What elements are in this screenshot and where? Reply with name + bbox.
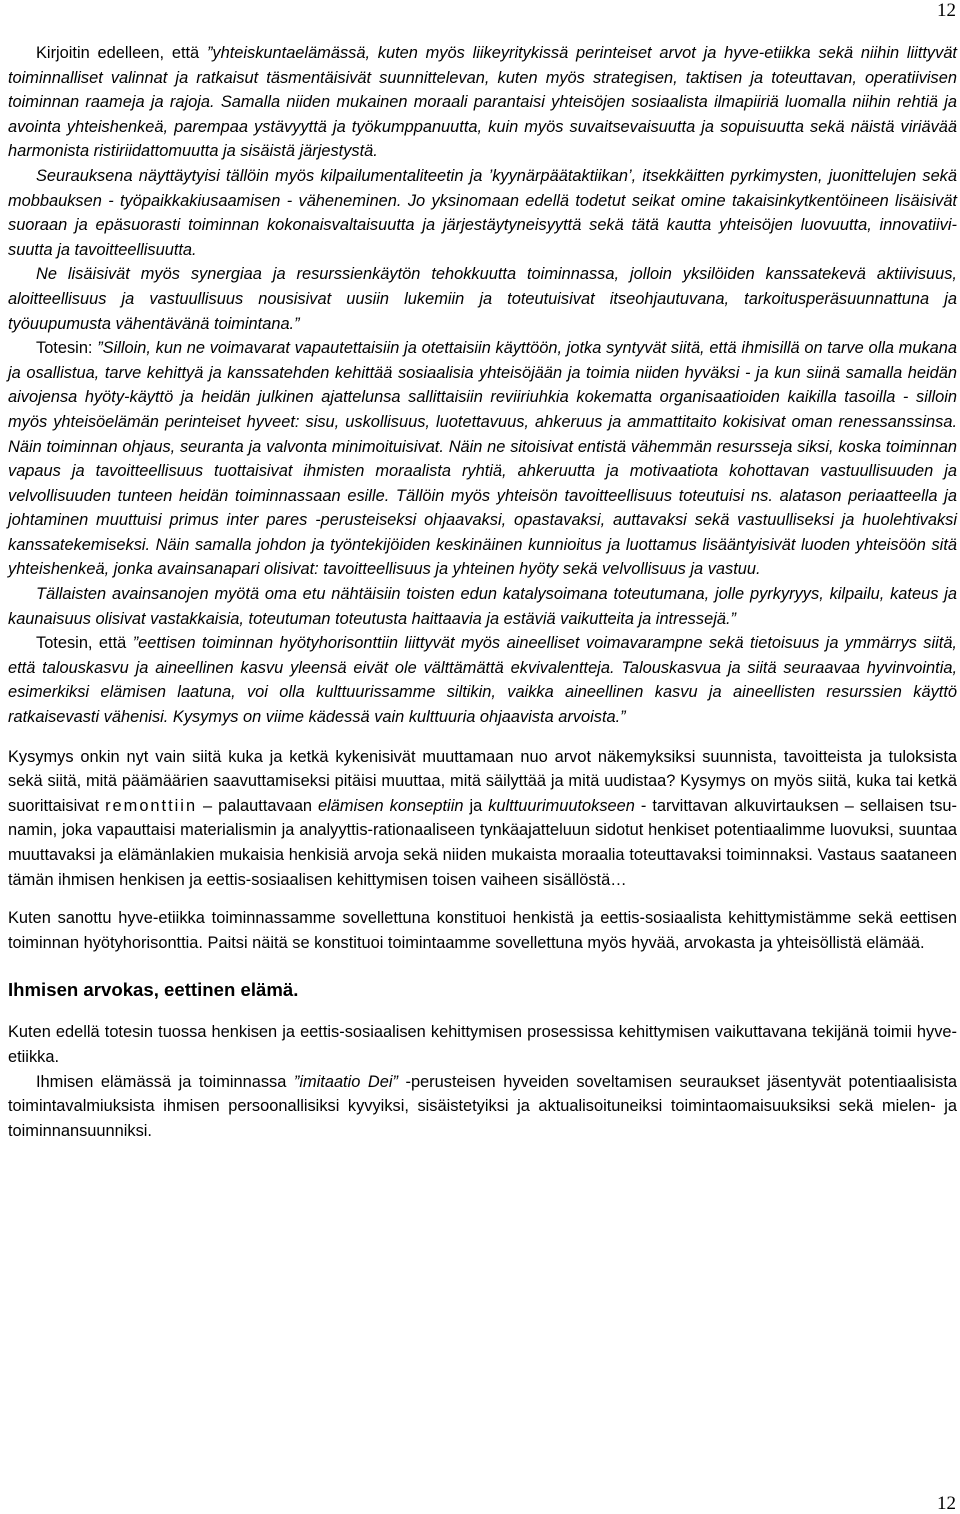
paragraph-1 <box>8 41 957 164</box>
paragraph-1-quote: ”yhteiskuntaelämässä, kuten myös liikeyritykissä perinteiset arvot ja hyve-etiikka sekä niihin liittyvät toiminnalliset valinnat ja ratkaisut täsmentäisivät suunnittelevan, kuten myös strategisen, taktisen ja toteuttavan, operatiivisen toiminnan raameja ja rajoja. Samalla niiden mukainen moraali parantaisi yhteisöjen sosiaalista ilmapiiriä luomalla niihin rehtiä ja avointa yhteishenkeä, parempaa ystävyyttä ja työkumppanuutta, kuin myös suvaitsevaisuutta ja sopuisuutta sekä näistä viriävää harmonista ristiriidattomuutta ja sisäistä järjestystä. <box>8 44 957 161</box>
page-number-top: 12 <box>937 0 956 21</box>
paragraph-2 <box>8 164 957 262</box>
paragraph-10-lead: Ihmisen elämässä ja toiminnassa <box>36 1072 294 1091</box>
paragraph-7 <box>8 745 957 893</box>
paragraph-10-term: ”imitaatio Dei” <box>293 1072 398 1091</box>
paragraph-3-quote: Ne lisäisivät myös synergiaa ja resurssienkäytön tehokkuutta toiminnassa, jolloin yksilöiden kanssatekevä aktiivisuus, aloitteellisuus ja vastuullisuus nousisivat uusiin lukemiin ja toteutuisivat itseohjautuvana, tarkoitusperäsuunnattuna ja työuupumusta vähentävänä toimintana.” <box>8 265 957 333</box>
paragraph-5-quote: Tällaisten avainsanojen myötä oma etu nähtäisiin toisten edun katalysoimana toteutumana, jolle pyrkyryys, kilpailu, kateus ja kaunaisuus olisivat vastakkaisia, toteutuman toteutusta haittaavia ja estäviä vaikutteita ja intressejä.” <box>8 585 957 628</box>
paragraph-7-italic-2: kulttuurimuutokseen <box>488 796 635 815</box>
paragraph-7-part-e: ja <box>463 796 489 815</box>
paragraph-7-part-a: Kysymys onkin nyt vain siitä kuka ja ketkä kykenisivät muuttamaan nuo arvot näkemyksiksi suunnista, tavoitteista ja tuloksista sekä siitä, mitä päämäärien saavuttamiseksi pitäisi muuttaa, mitä säilyttää ja mitä uudistaa? Kysymys on myös siitä, kuka tai ketkä suorittaisivat <box>8 747 957 815</box>
paragraph-8: Kuten sanottu hyve-etiikka toiminnassamme sovellettuna konstituoi henkistä ja eettis-sosiaalista kehittymistämme sekä eettisen toiminnan hyötyhorisonttia. Paitsi näitä se konstituoi toimintaamme sovellettuna myös hyvää, arvokasta ja yhteisöllistä elämää. <box>8 909 957 952</box>
paragraph-4-quote: ”Silloin, kun ne voimavarat vapautettaisiin ja otettaisiin käyttöön, jotka syntyvät siitä, että ihmisillä on tarve olla mukana ja osallistua, tarve kehittyä ja kanssatehden kehittää sosiaalisia yhteisöjään ja toimia niiden hyväksi - ja kun siinä samalla heidän aivojensa hyöty-käyttö ja heidän julkinen ajattelunsa sallittaisiin reviiriuhkia kokematta organisaatioiden kaikilla tasoilla - silloin myös yhteisöelämän perinteiset hyveet: sisu, uskollisuus, luotettavuus, ahkeruus ja ammattitaito kokisivat oman renessanssinsa. Näin toiminnan ohjaus, seuranta ja valvonta minimoituisivat. Näin ne sitoisivat entistä vähemmän resursseja siksi, koska toiminnan vapaus ja tavoitteellisuus tuottaisivat ihmisten moraalista ryhtiä, ahkeruutta ja motivaatiota kohottavan vastuullisuuden ja velvollisuuden tunteen heidän toiminnassaan esille. Tällöin myös yhteisön tavoitteellisuus toteutuisi ns. alatason periaatteella ja johtaminen muuttuisi primus inter pares -perusteiseksi ohjaavaksi, opastavaksi, auttavaksi sekä vastuulliseksi ja huolehtivaksi kanssatekemiseksi. Näin samalla johdon ja työntekijöiden keskinäinen kunnioitus ja luottamus lisääntyisivät luoden yhteisöön sitä yhteishenkeä, jonka avainsanapari olisivat: tavoitteellisuus ja yhteinen hyöty sekä velvollisuus ja vastuu. <box>8 339 957 579</box>
paragraph-1-lead: Kirjoitin edelleen, että <box>36 44 207 62</box>
paragraph-7-part-c: – palauttavaan <box>197 796 319 815</box>
paragraph-3 <box>8 262 957 336</box>
paragraph-7-part-g: - tarvittavan alkuvirtauksen – sellaisen tsunamin, joka vapauttaisi materialismin ja analyyttis-rationaaliseen tynkäajatteluun sidotut henkiset potentiaalimme luovuksi, suuntaa muuttavaksi ja elämänlakien mukaisia henkisiä arvoja sekä niiden mukaista moraalia toteuttavaksi toiminnaksi. Vastaus saataneen tämän ihmisen henkisen ja eettis-sosiaalisen kehittymisen toisen vaiheen sisällöstä… <box>8 796 957 889</box>
paragraph-10 <box>8 1070 957 1144</box>
paragraph-2-quote: Seurauksena näyttäytyisi tällöin myös kilpailumentaliteetin ja ’kyynärpäätaktiikan’, itsekkäitten pyrkimysten, juonittelujen sekä mobbauksen - työpaikkakiusaamisen - väheneminen. Jo yksinomaan edellä todetut seikat omine takaisinkytkentöineen lisäisivät suoraan ja epäsuorasti toiminnan kokonaisvaltaisuutta ja järjestäytyneisyyttä sekä tätä kautta yhteisöjen luovuutta, innovatiivisuutta ja tavoitteellisuutta. <box>8 166 957 259</box>
document-body <box>8 41 957 1143</box>
paragraph-6-quote: ”eettisen toiminnan hyötyhorisonttiin liittyvät myös aineelliset voimavarampne sekä tietoisuus ja ymmärrys siitä, että talouskasvu ja aineellinen kasvu yleensä eivät ole välttämättä ekvivalentteja. Talouskasvua ja siitä seuraavaa hyvinvointia, esimerkiksi elämisen laatuna, voi olla kulttuurissamme siltikin, vaikka aineellinen kasvu ja aineellisten resurssien käyttö ratkaisevasti vähenisi. Kysymys on viime kädessä vain kulttuuria ohjaavista arvoista.” <box>8 634 957 727</box>
paragraph-4-lead: Totesin: <box>36 339 98 358</box>
paragraph-6-lead: Totesin, että <box>36 634 133 653</box>
page-number-bottom: 12 <box>937 1493 956 1514</box>
section-heading: Ihmisen arvokas, eettinen elämä. <box>8 979 299 1001</box>
paragraph-5 <box>8 582 957 631</box>
paragraph-7-spaced-word: remonttiin <box>105 796 198 815</box>
paragraph-4 <box>8 336 957 582</box>
paragraph-7-italic-1: elämisen konseptiin <box>318 796 464 815</box>
paragraph-10-rest: -perusteisen hyveiden soveltamisen seuraukset jäsentyvät potentiaalisista toimintavalmiuksista ihmisen persoonallisiksi kyvyiksi, sisäistetyiksi ja aktualisoituneiksi toimintaomaisuuksiksi sekä mielen- ja toiminnansuunniksi. <box>8 1072 957 1140</box>
paragraph-6 <box>8 631 957 729</box>
paragraph-9: Kuten edellä totesin tuossa henkisen ja eettis-sosiaalisen kehittymisen prosessissa kehittymisen vaikuttavana tekijänä toimii hyve-etiikka. <box>8 1023 957 1066</box>
